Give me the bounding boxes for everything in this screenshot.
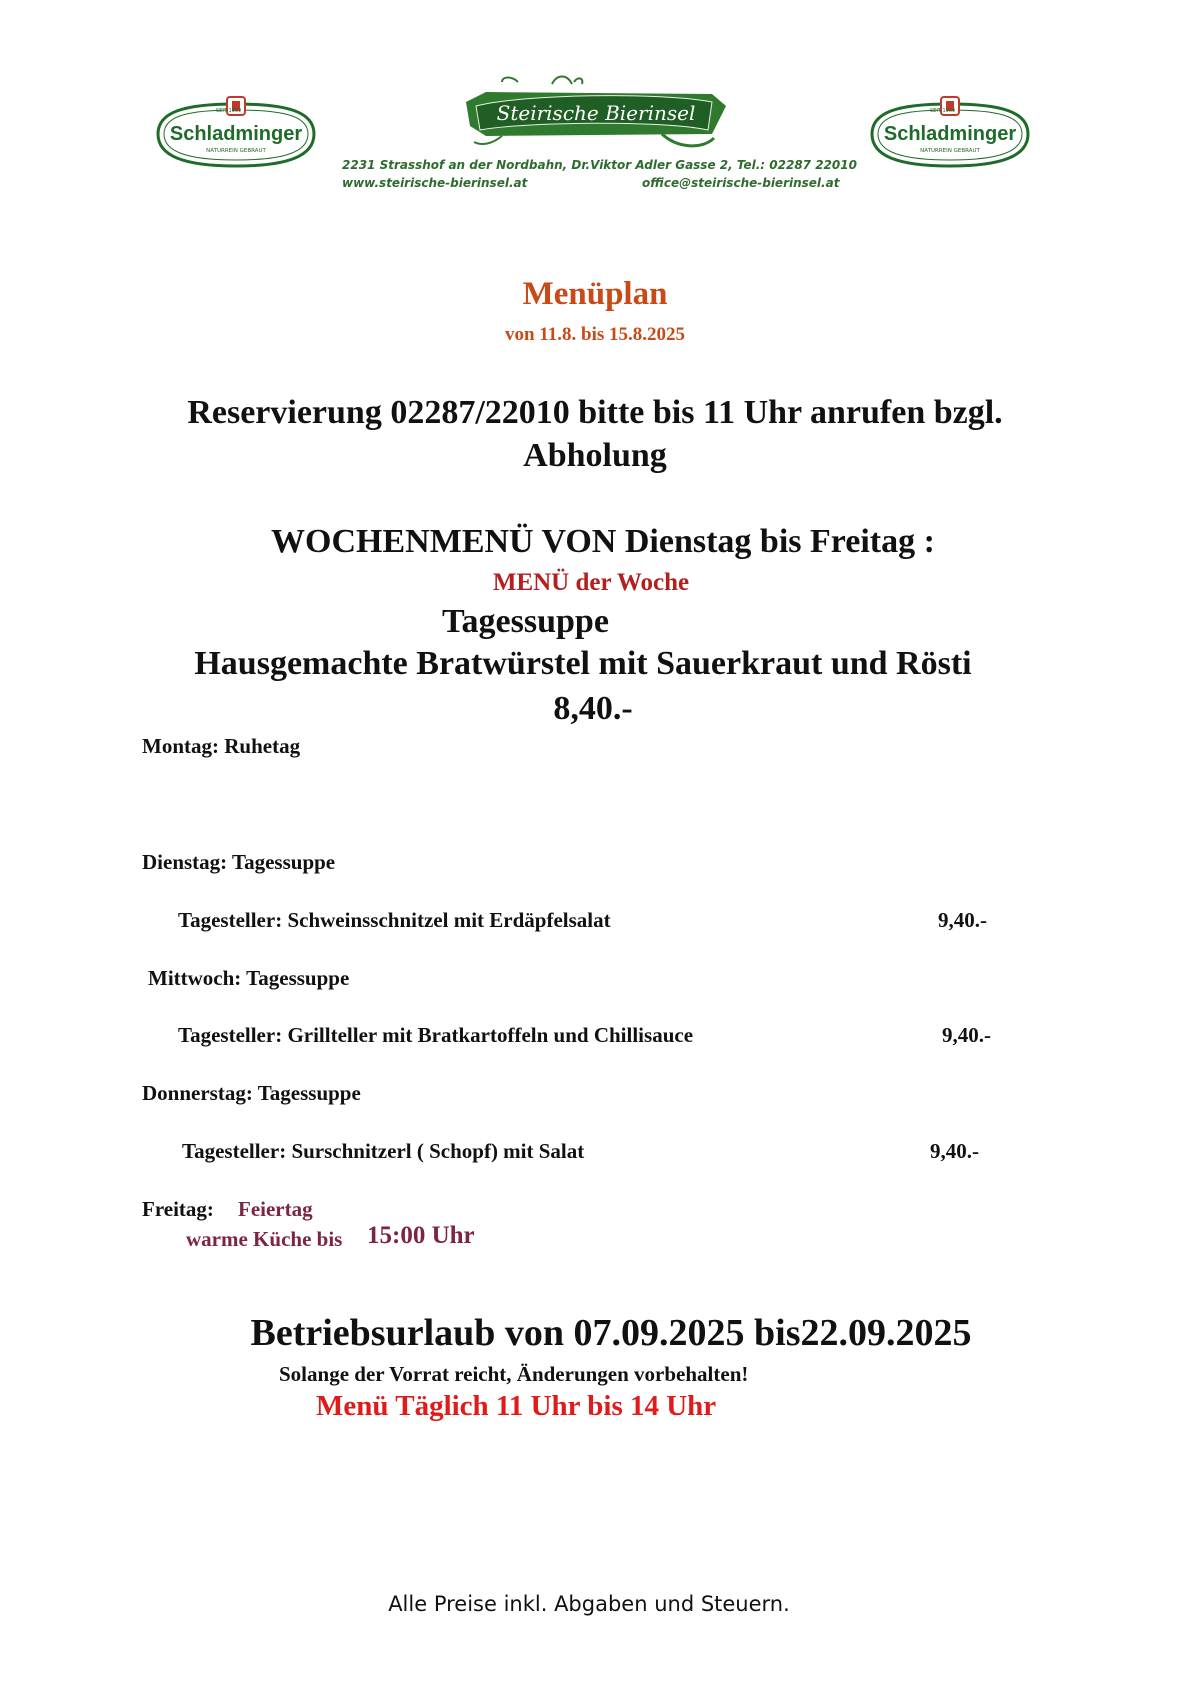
page-title: Menüplan <box>522 276 668 312</box>
logo-brand-text: Schladminger <box>169 123 303 145</box>
stock-notice: Solange der Vorrat reicht, Änderungen vorbehalten! <box>279 1362 749 1386</box>
weekly-dish: Hausgemachte Bratwürstel mit Sauerkraut und Rösti <box>194 645 972 682</box>
weekly-soup: Tagessuppe <box>442 603 609 640</box>
weekly-heading: WOCHENMENÜ VON Dienstag bis Freitag : <box>271 523 935 560</box>
logo-sub-text: NATURREIN GEBRAUT <box>206 148 266 154</box>
daily-hours: Menü Täglich 11 Uhr bis 14 Uhr <box>316 1390 717 1422</box>
friday-kitchen-label: warme Küche bis <box>186 1227 343 1251</box>
reservation-line-2: Abholung <box>523 437 667 474</box>
monday-line: Montag: Ruhetag <box>142 734 301 758</box>
friday-kitchen-time: 15:00 Uhr <box>367 1222 475 1249</box>
schladminger-logo-left <box>154 94 318 174</box>
wednesday-plate: Tagesteller: Grillteller mit Bratkartoffeln und Chillisauce <box>178 1023 694 1047</box>
bierinsel-logo-text: Steirische Bierinsel <box>496 101 696 125</box>
friday-label: Freitag: <box>142 1197 214 1221</box>
date-range: von 11.8. bis 15.8.2025 <box>504 324 685 345</box>
weekly-price: 8,40.- <box>553 690 633 727</box>
thursday-price: 9,40.- <box>930 1139 979 1163</box>
address-line: 2231 Strasshof an der Nordbahn, Dr.Viktor Adler Gasse 2, Tel.: 02287 22010 <box>342 158 857 172</box>
price-footer: Alle Preise inkl. Abgaben und Steuern. <box>388 1592 790 1616</box>
logo-brand-text: Schladminger <box>883 123 1017 145</box>
logo-seit-text: SEIT 1909 <box>216 108 242 114</box>
reservation-line-1: Reservierung 02287/22010 bitte bis 11 Uhr anrufen bzgl. <box>187 394 1003 431</box>
website-link[interactable]: www.steirische-bierinsel.at <box>342 176 528 190</box>
schladminger-logo-right <box>868 94 1032 174</box>
logo-sub-text: NATURREIN GEBRAUT <box>920 148 980 154</box>
wednesday-price: 9,40.- <box>942 1023 991 1047</box>
tuesday-label: Dienstag: Tagessuppe <box>142 850 336 874</box>
email-link[interactable]: office@steirische-bierinsel.at <box>642 176 840 190</box>
friday-holiday: Feiertag <box>238 1197 313 1221</box>
tuesday-price: 9,40.- <box>938 908 987 932</box>
thursday-label: Donnerstag: Tagessuppe <box>142 1081 361 1105</box>
wednesday-label: Mittwoch: Tagessuppe <box>148 966 350 990</box>
logo-seit-text: SEIT 1909 <box>930 108 956 114</box>
thursday-plate: Tagesteller: Surschnitzerl ( Schopf) mit Salat <box>182 1139 585 1163</box>
weekly-subheading: MENÜ der Woche <box>492 569 690 596</box>
steirische-bierinsel-logo <box>462 72 732 154</box>
tuesday-plate: Tagesteller: Schweinsschnitzel mit Erdäpfelsalat <box>178 908 611 932</box>
vacation-notice: Betriebsurlaub von 07.09.2025 bis22.09.2025 <box>250 1312 972 1354</box>
